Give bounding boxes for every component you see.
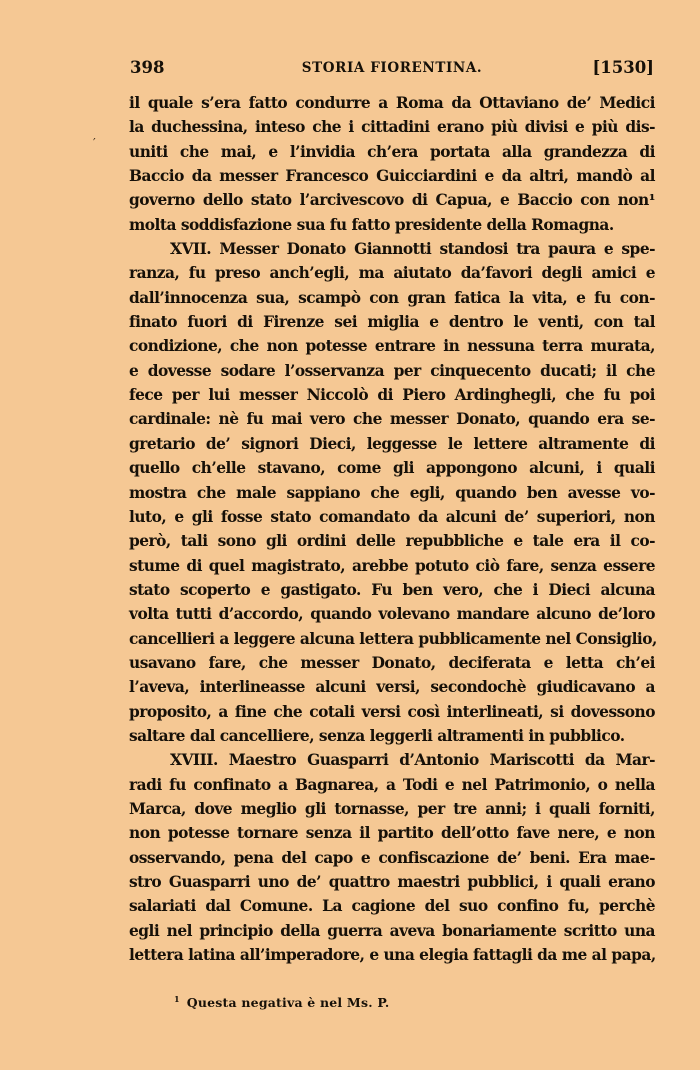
text-line: finato fuori di Firenze sei miglia e dentro le venti, con tal bbox=[129, 313, 655, 332]
text-line: saltare dal cancelliere, senza leggerli altramenti in pubblico. bbox=[129, 726, 625, 745]
text-line: stato scoperto e gastigato. Fu ben vero, che i Dieci alcuna bbox=[129, 580, 655, 599]
text-line: lettera latina all’imperadore, e una elegia fattagli da me al papa, bbox=[129, 946, 656, 965]
text-line: luto, e gli fosse stato comandato da alcuni de’ superiori, non bbox=[129, 507, 655, 526]
text-line: mostra che male sappiano che egli, quando ben avesse vo- bbox=[129, 483, 655, 502]
text-line: fece per lui messer Niccolò di Piero Ardinghegli, che fu poi bbox=[129, 386, 655, 405]
text-line: non potesse tornare senza il partito dell’otto fave nere, e non bbox=[129, 824, 655, 843]
page-header bbox=[130, 58, 654, 84]
text-line: stro Guasparri uno de’ quattro maestri pubblici, i quali erano bbox=[129, 873, 655, 891]
text-line: XVIII. Maestro Guasparri d’Antonio Mariscotti da Mar- bbox=[170, 751, 655, 770]
text-line: radi fu confinato a Bagnarea, a Todi e nel Patrimonio, o nella bbox=[129, 775, 655, 794]
text-line: dall’innocenza sua, scampò con gran fatica la vita, e fu con- bbox=[129, 288, 655, 307]
text-line: Marca, dove meglio gli tornasse, per tre anni; i quali forniti, bbox=[129, 799, 655, 818]
text-line: usavano fare, che messer Donato, deciferata e letta ch’ei bbox=[129, 653, 655, 672]
text-line: salariati dal Comune. La cagione del suo confino fu, perchè bbox=[129, 897, 655, 916]
page-number: 398 bbox=[130, 58, 165, 77]
text-line: ranza, fu preso anch’egli, ma aiutato da’favori degli amici e bbox=[129, 264, 655, 283]
text-line: egli nel principio della guerra aveva bonariamente scritto una bbox=[129, 921, 655, 940]
text-line: governo dello stato l’arcivescovo di Capua, e Baccio con non¹ bbox=[129, 191, 655, 210]
text-line: cardinale: nè fu mai vero che messer Donato, quando era se- bbox=[129, 410, 655, 429]
text-line: il quale s’era fatto condurre a Roma da Ottaviano de’ Medici bbox=[129, 94, 655, 112]
text-line: proposito, a fine che cotali versi così interlineati, si dovessono bbox=[129, 702, 655, 721]
text-line: Baccio da messer Francesco Guicciardini e da altri, mandò al bbox=[129, 167, 655, 186]
footnote bbox=[174, 994, 389, 1010]
text-line: quello ch’elle stavano, come gli appongono alcuni, i quali bbox=[129, 459, 655, 478]
text-line: l’aveva, interlineasse alcuni versi, secondochè giudicavano a bbox=[129, 678, 655, 697]
text-line: uniti che mai, e l’invidia ch’era portata alla grandezza di bbox=[129, 142, 655, 161]
text-line: cancellieri a leggere alcuna lettera pubblicamente nel Consiglio, bbox=[129, 629, 657, 648]
text-line: volta tutti d’accordo, quando volevano mandare alcuno de’loro bbox=[129, 605, 655, 624]
year-marker: [1530] bbox=[592, 58, 654, 77]
footnote-text: Questa negativa è nel Ms. P. bbox=[186, 995, 390, 1011]
text-line: gretario de’ signori Dieci, leggesse le lettere altramente di bbox=[129, 434, 655, 453]
text-line: la duchessina, inteso che i cittadini erano più divisi e più dis- bbox=[129, 118, 655, 137]
margin-tick-mark: ′ bbox=[93, 136, 96, 150]
body-text bbox=[129, 91, 655, 967]
text-line: condizione, che non potesse entrare in nessuna terra murata, bbox=[129, 337, 655, 356]
text-line: stume di quel magistrato, arebbe potuto ciò fare, senza essere bbox=[129, 556, 655, 575]
running-title: STORIA FIORENTINA. bbox=[301, 60, 483, 76]
text-line: molta soddisfazione sua fu fatto presidente della Romagna. bbox=[129, 215, 614, 234]
text-line: osservando, pena del capo e confiscazione de’ beni. Era mae- bbox=[129, 848, 655, 867]
text-line: però, tali sono gli ordini delle repubbliche e tale era il co- bbox=[129, 532, 655, 551]
text-line: XVII. Messer Donato Giannotti standosi tra paura e spe- bbox=[170, 240, 655, 259]
text-line: e dovesse sodare l’osservanza per cinquecento ducati; il che bbox=[129, 361, 655, 380]
footnote-marker: 1 bbox=[174, 994, 180, 1004]
